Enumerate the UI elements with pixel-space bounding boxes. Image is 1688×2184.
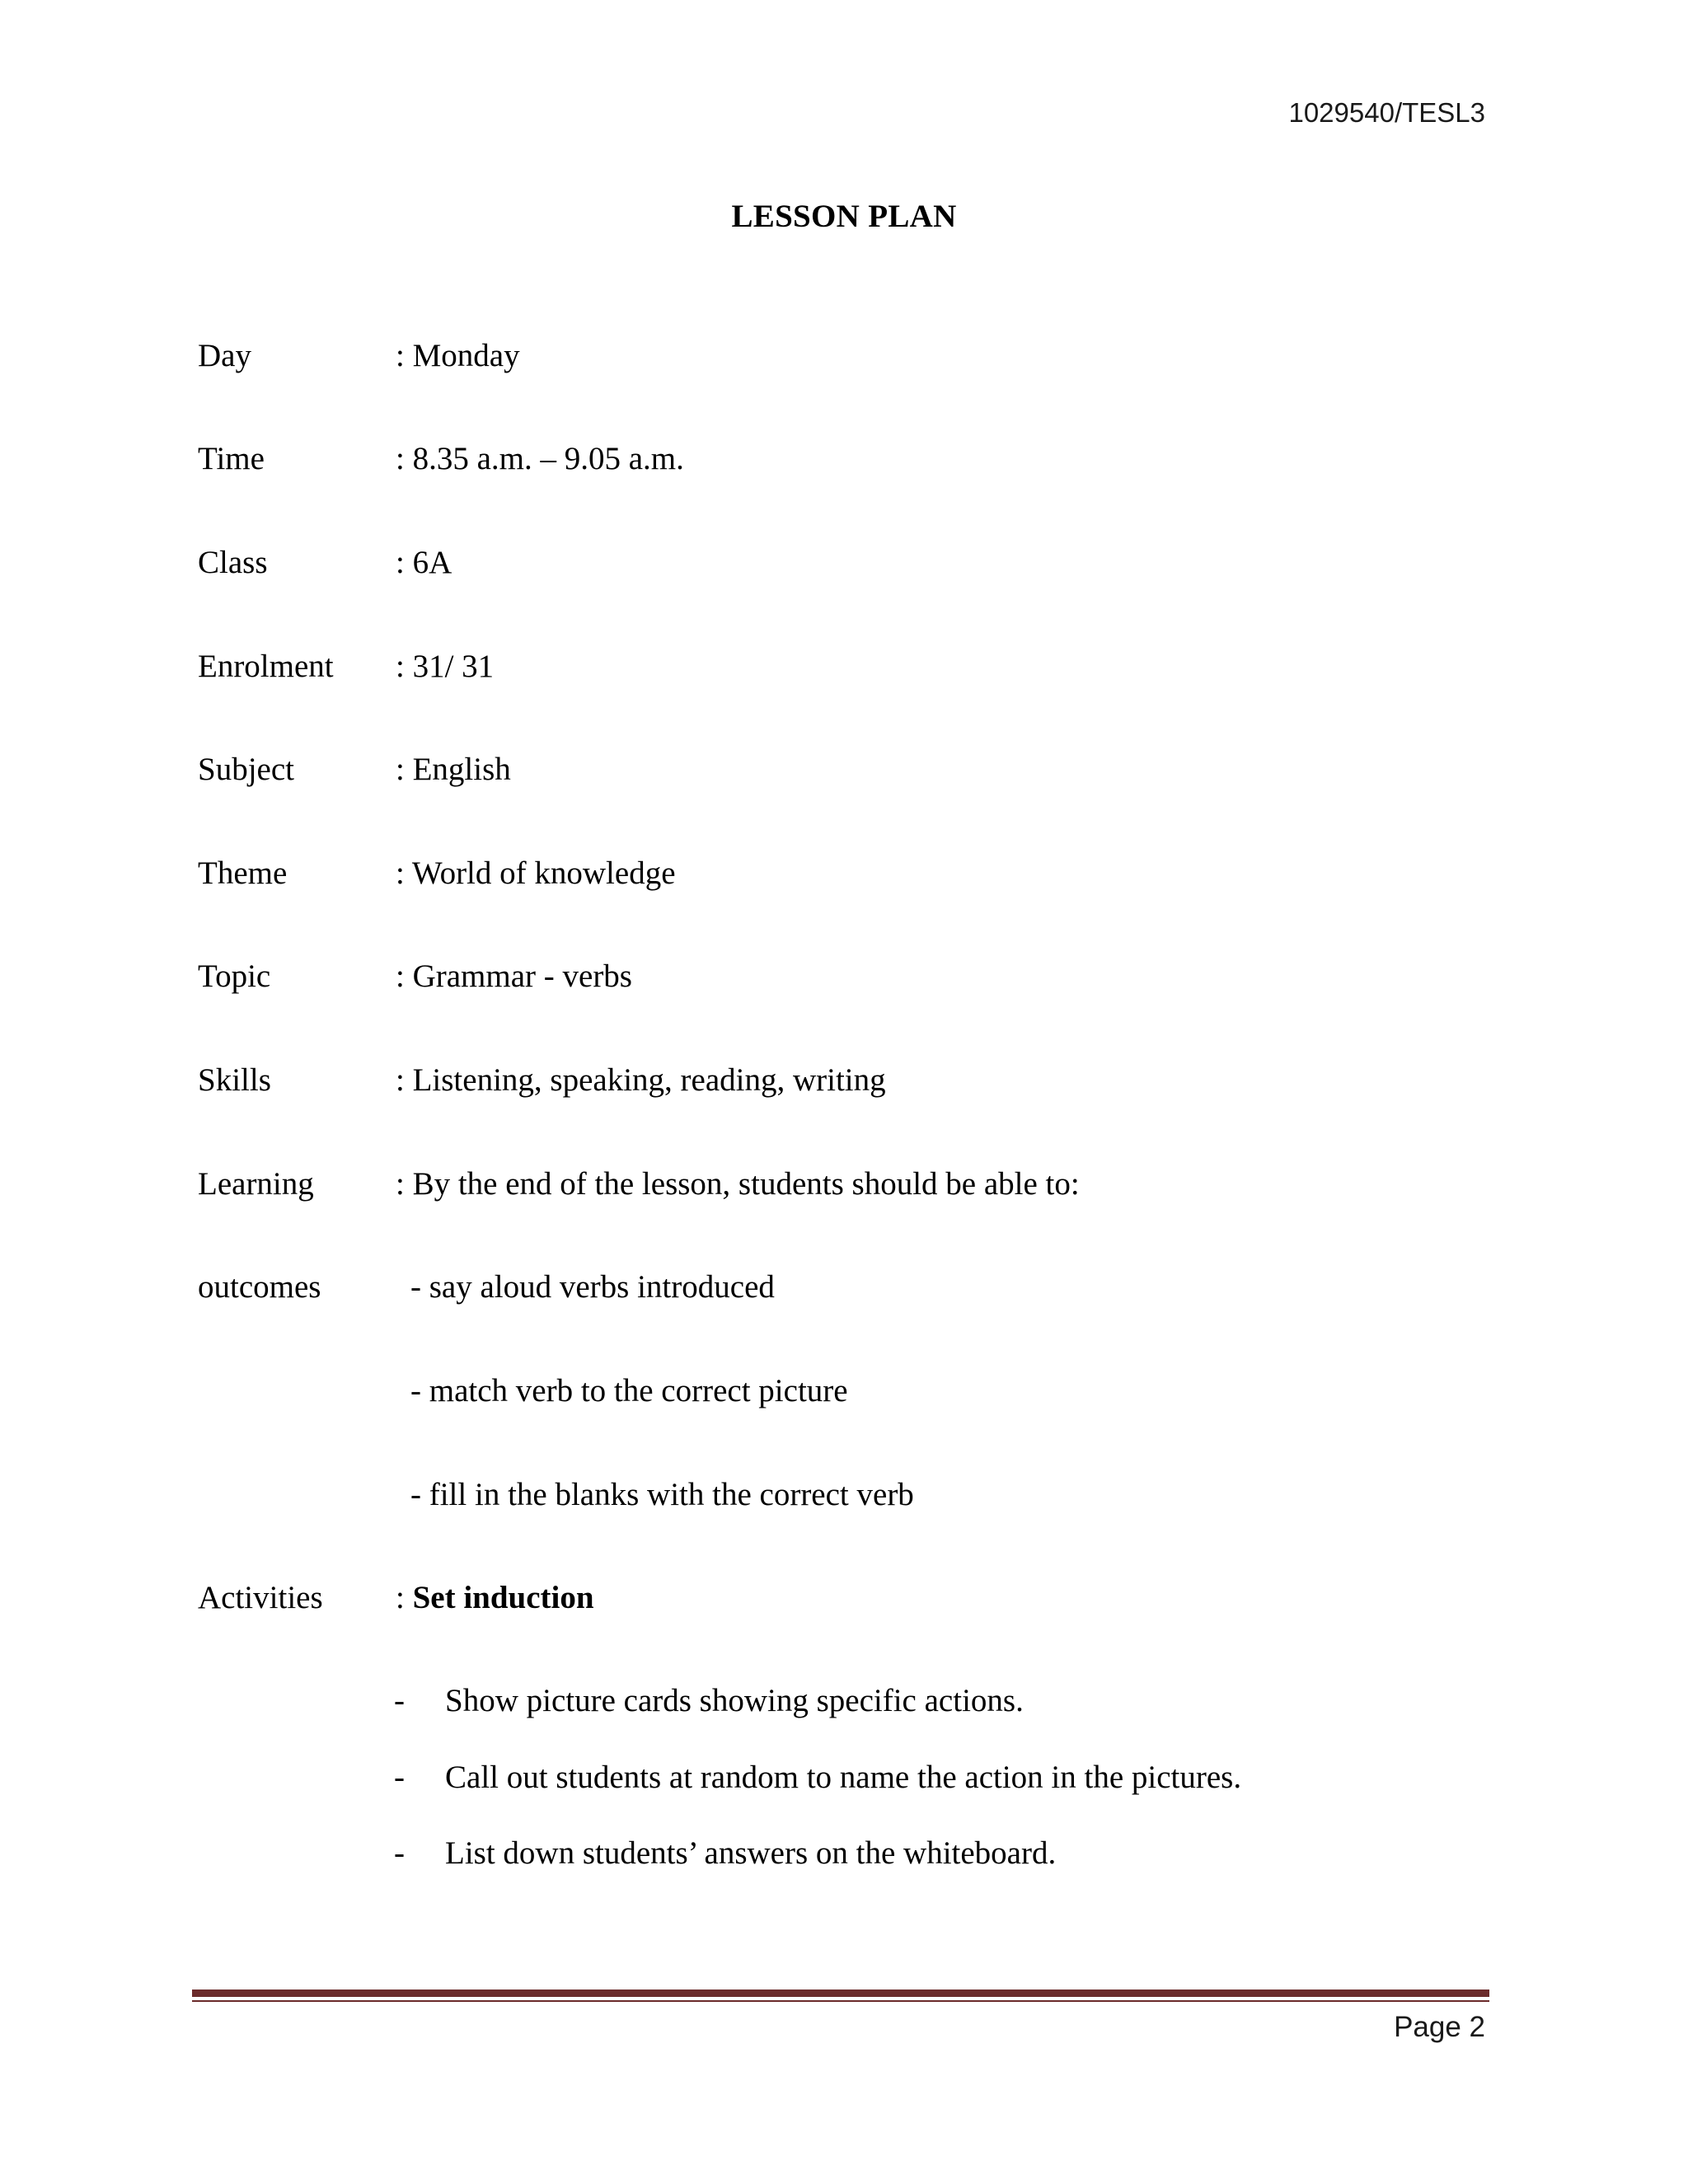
outcome-text: - say aloud verbs introduced [410,1269,775,1305]
field-value: : 6A [396,545,452,580]
activities-heading: Set induction [412,1580,594,1615]
field-value: : Listening, speaking, reading, writing [396,1062,886,1098]
field-value: : English [396,752,511,787]
outcome-text: - match verb to the correct picture [410,1373,848,1408]
activity-text: Call out students at random to name the action in the pictures. [445,1760,1242,1795]
field-label: Activities [198,1580,323,1615]
field-label: Theme [198,855,288,891]
field-label: Enrolment [198,649,334,684]
field-label: Subject [198,752,294,787]
activity-text: List down students’ answers on the whiteboard. [445,1835,1057,1871]
field-label: Learning [198,1166,314,1202]
page-number: Page 2 [1394,2011,1485,2043]
field-value: : Monday [396,338,520,373]
footer-divider [192,1990,1489,1997]
activity-text: Show picture cards showing specific actions. [445,1683,1024,1718]
field-label: Skills [198,1062,271,1098]
field-label: Topic [198,958,271,994]
field-value: : By the end of the lesson, students should be able to: [396,1166,1080,1202]
field-label: Day [198,338,251,373]
field-label: Class [198,545,268,580]
field-label-continued: outcomes [198,1269,321,1305]
bullet-dash: - [394,1835,405,1871]
bullet-dash: - [394,1683,405,1718]
field-value: : Grammar - verbs [396,958,632,994]
field-value: : 8.35 a.m. – 9.05 a.m. [396,441,684,476]
field-value: : 31/ 31 [396,649,495,684]
activities-prefix: : [396,1580,413,1615]
bullet-dash: - [394,1760,405,1795]
footer-divider-thin [192,2000,1489,2002]
page-title: LESSON PLAN [731,199,957,234]
field-value [396,1578,594,1618]
document-id: 1029540/TESL3 [1288,97,1485,128]
outcome-text: - fill in the blanks with the correct verb [410,1477,914,1512]
field-value: : World of knowledge [396,855,676,891]
field-label: Time [198,441,265,476]
